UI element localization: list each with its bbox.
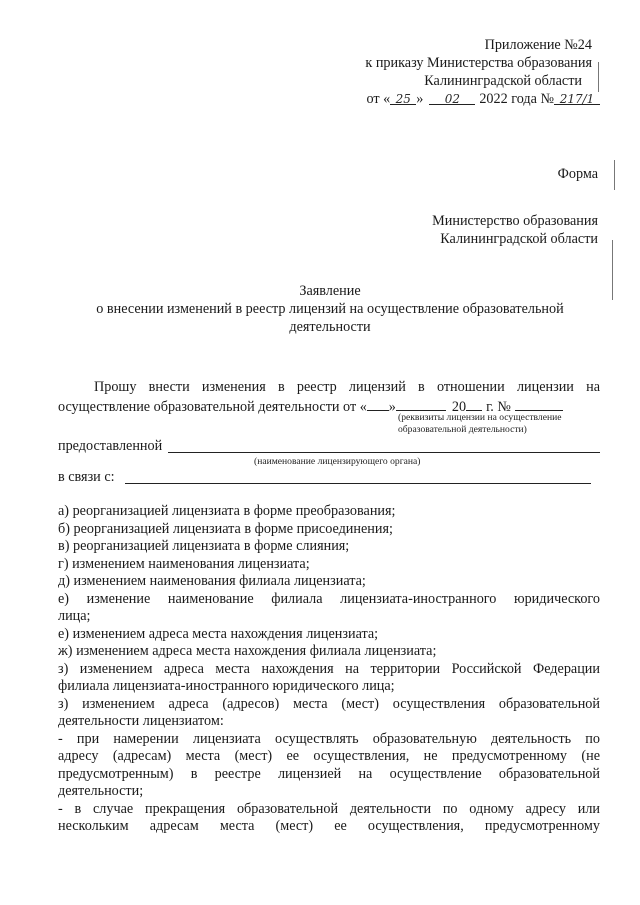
date-year: 2022 года №: [479, 91, 554, 107]
license-month-field[interactable]: [396, 396, 446, 411]
list-item: ж) изменением адреса места нахождения филиала лицензиата;: [58, 643, 437, 659]
license-date-prefix: осуществление образовательной деятельности от «: [58, 399, 367, 415]
list-item: г) изменением наименования лицензиата;: [58, 555, 310, 572]
reason-label: в связи с:: [58, 469, 115, 485]
order-date-line: [366, 90, 600, 109]
reasons-list: [58, 503, 600, 836]
list-item: б) реорганизацией лицензиата в форме присоединения;: [58, 520, 393, 537]
list-item-continuation: деятельности лицензиатом:: [58, 713, 224, 729]
list-item: в) реорганизацией лицензиата в форме слияния;: [58, 538, 350, 554]
list-item-continuation: нескольким адресам места (мест) ее осуществления, предусмотренному: [58, 818, 600, 834]
list-item: д) изменением наименования филиала лицензиата;: [58, 573, 366, 589]
document-title: Заявление: [299, 283, 361, 299]
order-reference: к приказу Министерства образования: [365, 55, 592, 71]
provided-label: предоставленной: [58, 438, 163, 454]
list-item-continuation: адресу (адресам) места (мест) ее осуществления, не предусмотренному (не: [58, 748, 600, 764]
form-label: Форма: [557, 166, 598, 182]
scan-edge-mark: [598, 62, 599, 92]
region-name: Калининградской области: [424, 73, 582, 89]
list-item-continuation: деятельности;: [58, 783, 144, 799]
date-month: 02: [429, 90, 475, 105]
list-item-continuation: предусмотренным) в реестре лицензией на осуществление образовательной: [58, 765, 600, 782]
scan-edge-mark: [612, 240, 613, 300]
list-item: - при намерении лицензиата осуществлять образовательную деятельность по: [58, 730, 600, 747]
date-prefix: от «: [366, 91, 391, 107]
license-number-label: г. №: [486, 399, 511, 415]
addressee-line2: Калининградской области: [440, 231, 598, 247]
license-hint-line2: образовательной деятельности): [398, 424, 527, 435]
list-item: з) изменением адреса (адресов) места (мест) осуществления образовательной: [58, 695, 600, 712]
date-day: 25: [390, 90, 416, 105]
scan-edge-mark: [614, 160, 615, 190]
license-number-field[interactable]: [515, 396, 563, 411]
list-item: е) изменение наименование филиала лицензиата-иностранного юридического: [58, 590, 600, 607]
addressee-line1: Министерство образования: [432, 213, 598, 229]
license-year-prefix: 20: [451, 399, 467, 415]
licensing-authority-field[interactable]: [168, 452, 600, 453]
license-day-field[interactable]: [367, 396, 389, 411]
list-item: - в случае прекращения образовательной деятельности по одному адресу или: [58, 800, 600, 817]
appendix-number: Приложение №24: [484, 37, 592, 53]
license-year-field[interactable]: [466, 396, 482, 411]
license-hint-line1: (реквизиты лицензии на осуществление: [398, 412, 562, 423]
list-item: е) изменением адреса места нахождения лицензиата;: [58, 625, 379, 642]
list-item: а) реорганизацией лицензиата в форме преобразования;: [58, 503, 396, 519]
list-item-continuation: филиала лицензиата-иностранного юридического лица;: [58, 678, 395, 694]
reason-field[interactable]: [125, 483, 591, 484]
order-number: 217/1: [554, 90, 600, 105]
licensing-authority-hint: (наименование лицензирующего органа): [254, 456, 421, 467]
license-date-mid: »: [388, 399, 396, 415]
date-mid: »: [416, 91, 424, 107]
document-subtitle-line1: о внесении изменений в реестр лицензий на осуществление образовательной: [96, 301, 564, 317]
list-item: з) изменением адреса места нахождения на территории Российской Федерации: [58, 660, 600, 677]
request-line1: Прошу внести изменения в реестр лицензий в отношении лицензии на: [94, 379, 600, 395]
document-subtitle-line2: деятельности: [289, 319, 371, 335]
list-item-continuation: лица;: [58, 608, 91, 624]
